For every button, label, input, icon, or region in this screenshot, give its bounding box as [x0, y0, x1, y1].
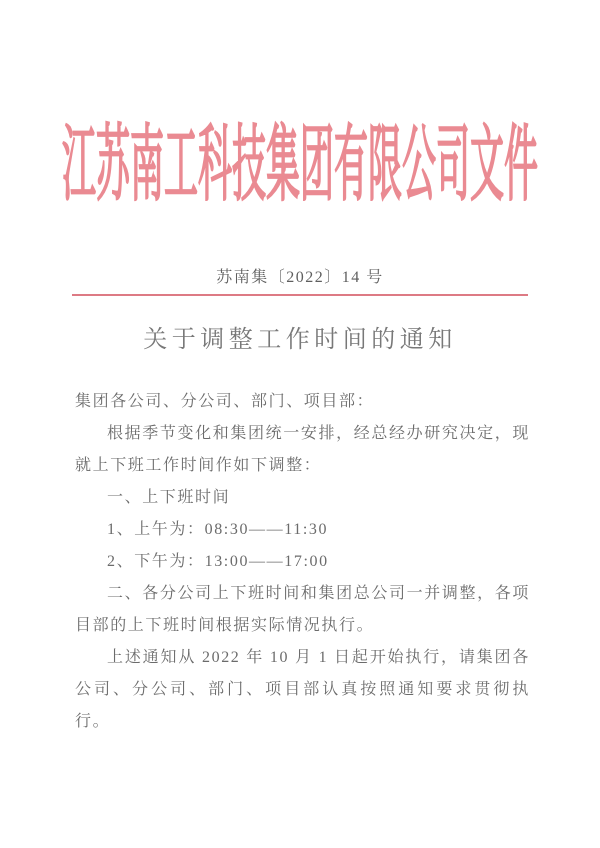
body-paragraph: 根据季节变化和集团统一安排，经总经办研究决定，现就上下班工作时间作如下调整：	[75, 425, 530, 474]
notice-body	[0, 386, 600, 738]
body-paragraph: 1、上午为：08:30——11:30	[107, 521, 329, 538]
body-paragraph: 一、上下班时间	[107, 489, 231, 506]
salutation-line: 集团各公司、分公司、部门、项目部：	[75, 393, 375, 410]
document-number: 苏南集〔2022〕14 号	[216, 269, 384, 286]
red-letterhead	[0, 111, 600, 213]
red-divider-line	[72, 294, 528, 296]
body-paragraph: 2、下午为：13:00——17:00	[107, 553, 329, 570]
body-paragraph: 上述通知从 2022 年 10 月 1 日起开始执行，请集团各公司、分公司、部门、项目部认真按照通知要求贯彻执行。	[75, 649, 530, 730]
notice-title: 关于调整工作时间的通知	[143, 327, 457, 353]
letterhead-title: 江苏南工科技集团有限公司文件	[62, 121, 538, 213]
body-paragraph: 二、各分公司上下班时间和集团总公司一并调整，各项目部的上下班时间根据实际情况执行。	[75, 585, 530, 634]
